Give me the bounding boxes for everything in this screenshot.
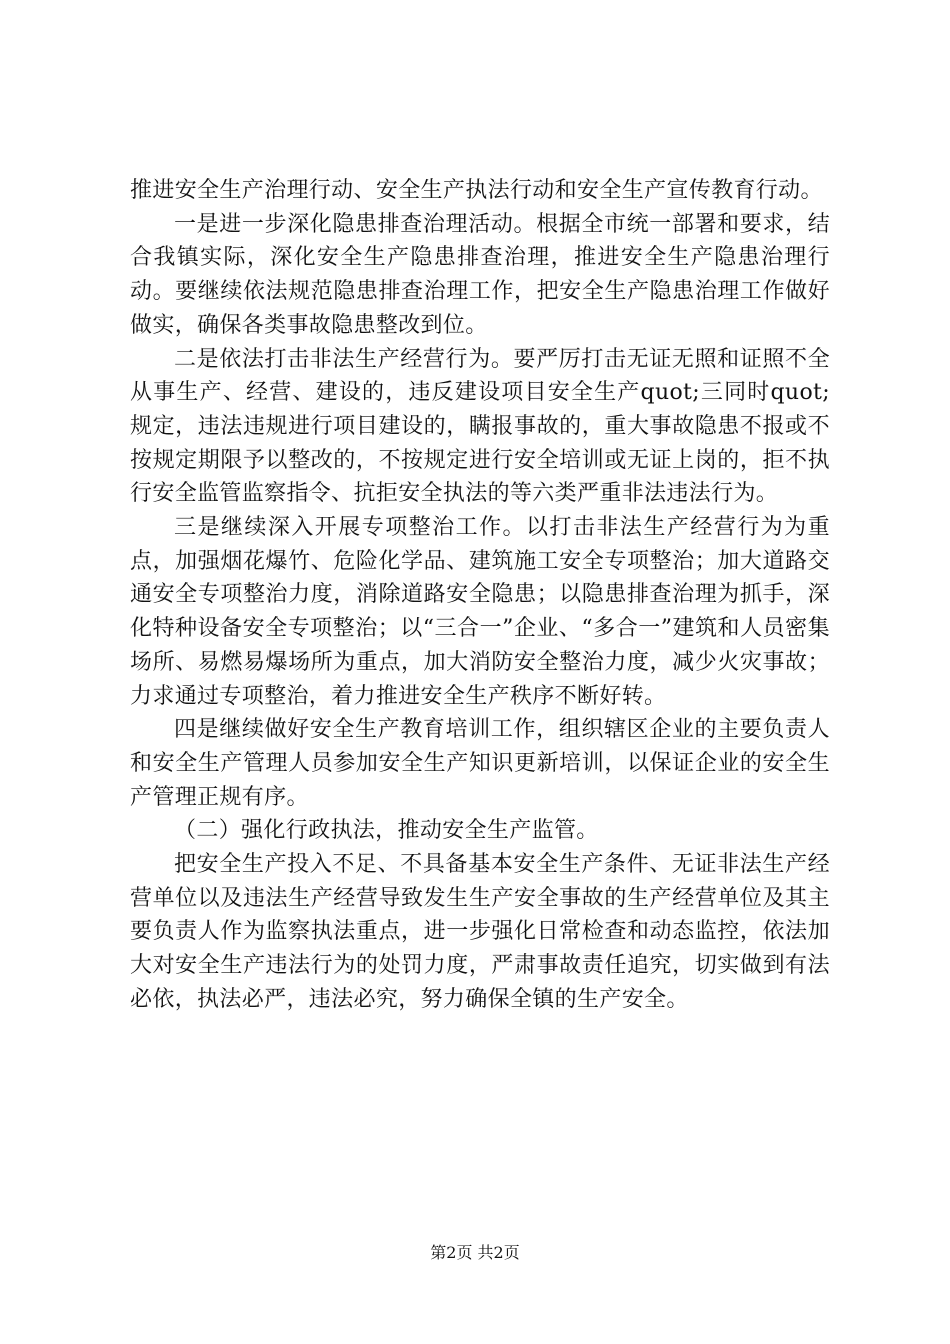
paragraph-item-2: 二是依法打击非法生产经营行为。要严厉打击无证无照和证照不全从事生产、经营、建设的，违反建设项目安全生产quot;三同时quot;规定，违法违规进行项目建设的，瞒报事故的，重大事故隐患不报或不按规定期限予以整改的，不按规定进行安全培训或无证上岗的，拒不执行安全监管监察指令、抗拒安全执法的等六类严重非法违法行为。 (130, 346, 830, 507)
page-number-footer: 第2页 共2页 (430, 1243, 520, 1262)
paragraph-item-1: 一是进一步深化隐患排查治理活动。根据全市统一部署和要求，结合我镇实际，深化安全生产隐患排查治理，推进安全生产隐患治理行动。要继续依法规范隐患排查治理工作，把安全生产隐患治理工作做好做实，确保各类事故隐患整改到位。 (130, 211, 830, 338)
document-body (130, 174, 830, 1017)
paragraph-item-4: 四是继续做好安全生产教育培训工作，组织辖区企业的主要负责人和安全生产管理人员参加安全生产知识更新培训，以保证企业的安全生产管理正规有序。 (130, 717, 830, 810)
section-heading: （二）强化行政执法，推动安全生产监管。 (174, 818, 599, 844)
paragraph-enforcement: 把安全生产投入不足、不具备基本安全生产条件、无证非法生产经营单位以及违法生产经营导致发生生产安全事故的生产经营单位及其主要负责人作为监察执法重点，进一步强化日常检查和动态监控，依法加大对安全生产违法行为的处罚力度，严肃事故责任追究，切实做到有法必依，执法必严，违法必究，努力确保全镇的生产安全。 (130, 852, 830, 1012)
paragraph-continuation: 推进安全生产治理行动、安全生产执法行动和安全生产宣传教育行动。 (130, 178, 823, 203)
paragraph-item-3: 三是继续深入开展专项整治工作。以打击非法生产经营行为为重点，加强烟花爆竹、危险化学品、建筑施工安全专项整治；加大道路交通安全专项整治力度，消除道路安全隐患；以隐患排查治理为抓手，深化特种设备安全专项整治；以“三合一”企业、“多合一”建筑和人员密集场所、易燃易爆场所为重点，加大消防安全整治力度，减少火灾事故；力求通过专项整治，着力推进安全生产秩序不断好转。 (130, 515, 830, 709)
